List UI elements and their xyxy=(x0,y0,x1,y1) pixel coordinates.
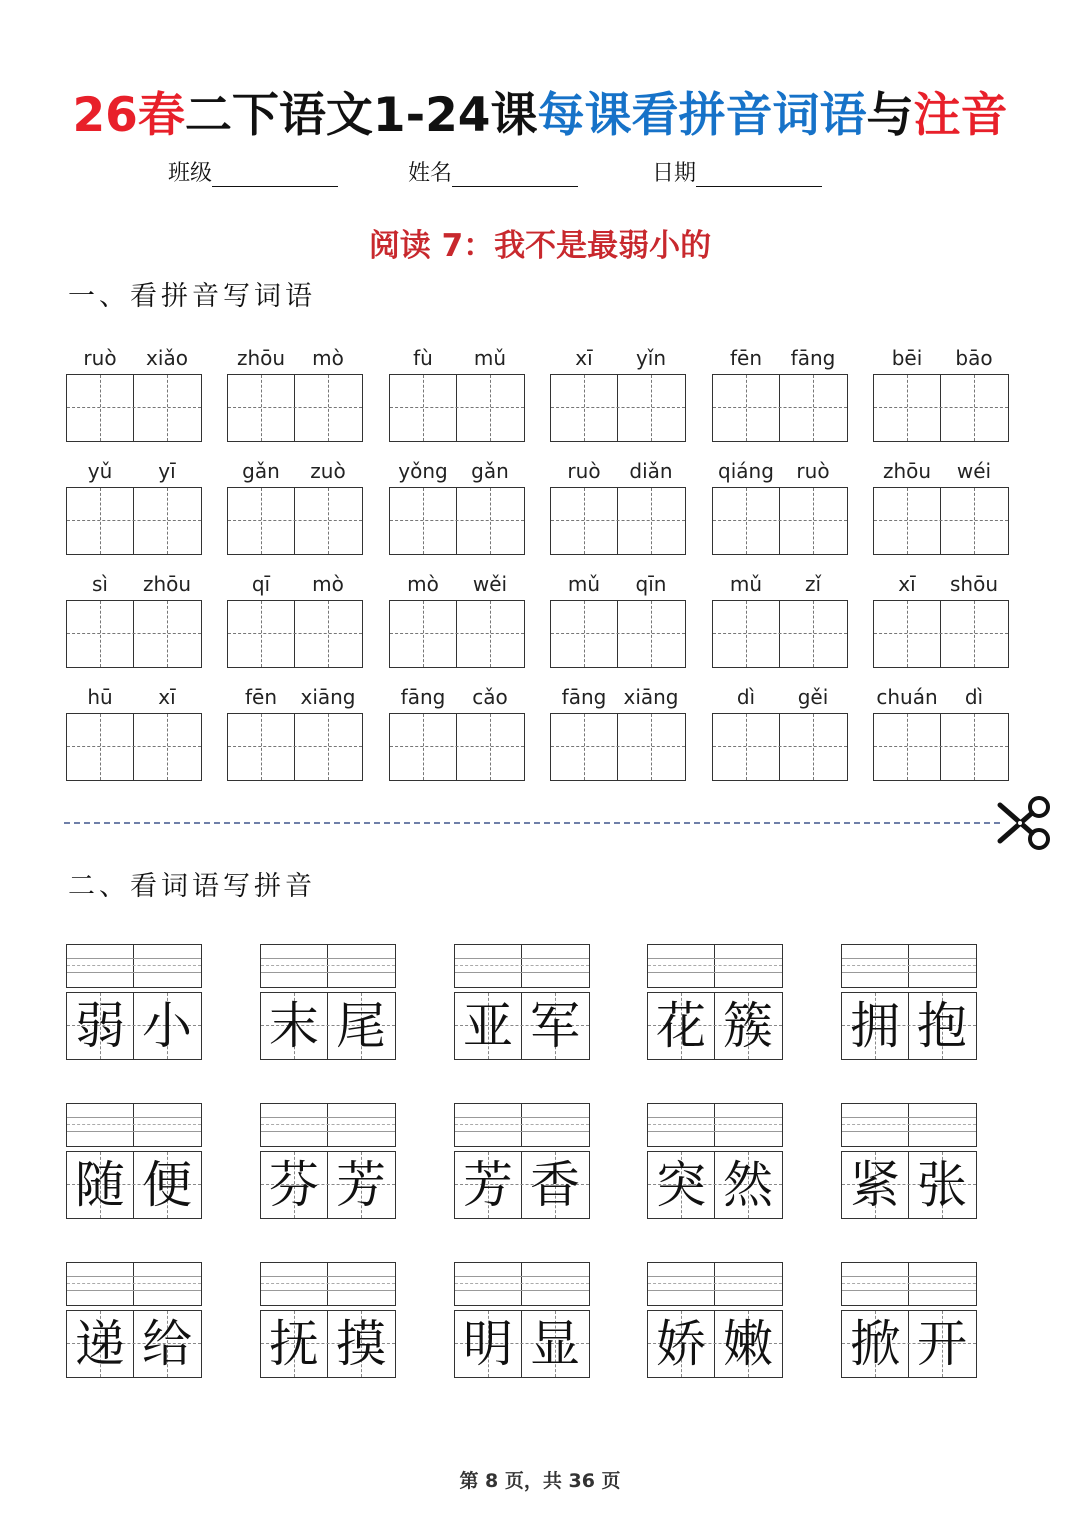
pinyin-syllable: shōu xyxy=(949,572,998,596)
character-grid xyxy=(841,1310,977,1378)
writing-grid[interactable] xyxy=(389,713,525,781)
writing-grid[interactable] xyxy=(227,374,363,442)
hanzi-character: 突 xyxy=(656,1156,706,1214)
word-cell xyxy=(454,944,590,1064)
pinyin-word-cell xyxy=(550,685,686,795)
character-grid xyxy=(260,1151,396,1219)
hanzi-character: 小 xyxy=(142,997,192,1055)
pinyin-syllable: ruò xyxy=(83,346,117,370)
pinyin-syllable: xī xyxy=(575,346,593,370)
hanzi-character: 抚 xyxy=(269,1315,319,1373)
name-field[interactable] xyxy=(408,156,578,187)
lesson-title: 阅读 7：我不是最弱小的 xyxy=(368,228,712,264)
character-grid xyxy=(647,1310,783,1378)
pinyin-syllable: bāo xyxy=(955,346,993,370)
writing-grid[interactable] xyxy=(873,487,1009,555)
writing-grid[interactable] xyxy=(550,600,686,668)
section2-title: 二、看词语写拼音 xyxy=(68,871,316,902)
hanzi-character: 递 xyxy=(75,1315,125,1373)
title-part-5: 注音 xyxy=(913,88,1008,143)
pinyin-syllable: xiāng xyxy=(623,685,679,709)
pinyin-word-cell xyxy=(227,346,363,456)
pinyin-word-cell xyxy=(712,459,848,569)
date-label: 日期 xyxy=(652,161,697,186)
pinyin-syllable: gěi xyxy=(797,685,829,709)
hanzi-character: 军 xyxy=(530,997,580,1055)
pinyin-word-cell xyxy=(389,346,525,456)
writing-grid[interactable] xyxy=(873,713,1009,781)
name-label: 姓名 xyxy=(408,161,453,186)
hanzi-character: 芳 xyxy=(463,1156,513,1214)
pinyin-syllable: xī xyxy=(898,572,916,596)
pinyin-syllable: mò xyxy=(312,572,344,596)
name-blank[interactable] xyxy=(452,162,578,187)
hanzi-character: 尾 xyxy=(336,997,386,1055)
pinyin-syllable: sì xyxy=(92,572,108,596)
writing-grid[interactable] xyxy=(873,600,1009,668)
character-grid xyxy=(647,992,783,1060)
writing-grid[interactable] xyxy=(66,374,202,442)
date-blank[interactable] xyxy=(696,162,822,187)
pinyin-word-cell xyxy=(712,572,848,682)
title-part-1: 26春 xyxy=(72,88,185,143)
hanzi-character: 摸 xyxy=(336,1315,386,1373)
writing-grid[interactable] xyxy=(712,713,848,781)
writing-grid[interactable] xyxy=(389,374,525,442)
pinyin-syllable: zhōu xyxy=(882,459,932,483)
pinyin-syllable: ruò xyxy=(796,459,830,483)
pinyin-syllable: hū xyxy=(87,685,113,709)
class-label: 班级 xyxy=(168,161,213,186)
pinyin-writing-lines[interactable] xyxy=(260,944,396,988)
character-grid xyxy=(841,1151,977,1219)
hanzi-character: 掀 xyxy=(850,1315,900,1373)
pinyin-writing-lines[interactable] xyxy=(66,1262,202,1306)
word-cell xyxy=(454,1262,590,1382)
character-grid xyxy=(66,1310,202,1378)
hanzi-character: 芳 xyxy=(336,1156,386,1214)
pinyin-syllable: fēn xyxy=(244,685,278,709)
writing-grid[interactable] xyxy=(227,600,363,668)
pinyin-writing-lines[interactable] xyxy=(841,1103,977,1147)
pinyin-syllable: fāng xyxy=(561,685,607,709)
pinyin-syllable: zhōu xyxy=(142,572,192,596)
date-field[interactable] xyxy=(652,156,822,187)
pinyin-syllable: gǎn xyxy=(242,459,280,483)
pinyin-word-cell xyxy=(389,459,525,569)
pinyin-writing-lines[interactable] xyxy=(454,944,590,988)
pinyin-syllable: diǎn xyxy=(629,459,673,483)
pinyin-syllable: wěi xyxy=(472,572,508,596)
pinyin-syllable: yǔ xyxy=(87,459,113,483)
pinyin-word-cell xyxy=(227,572,363,682)
word-cell xyxy=(260,1262,396,1382)
page-footer: 第 8 页，共 36 页 xyxy=(459,1470,621,1492)
hanzi-character: 亚 xyxy=(463,997,513,1055)
pinyin-word-cell xyxy=(389,685,525,795)
hanzi-character: 给 xyxy=(142,1315,192,1373)
pinyin-syllable: xī xyxy=(158,685,176,709)
pinyin-writing-lines[interactable] xyxy=(647,1103,783,1147)
hanzi-character: 弱 xyxy=(75,997,125,1055)
pinyin-writing-lines[interactable] xyxy=(841,1262,977,1306)
section1-title: 一、看拼音写词语 xyxy=(68,281,316,312)
pinyin-syllable: yī xyxy=(158,459,176,483)
word-cell xyxy=(647,944,783,1064)
pinyin-writing-lines[interactable] xyxy=(647,944,783,988)
hanzi-character: 末 xyxy=(269,997,319,1055)
pinyin-word-cell xyxy=(66,346,202,456)
pinyin-syllable: xiǎo xyxy=(146,346,188,370)
character-grid xyxy=(66,1151,202,1219)
hanzi-character: 张 xyxy=(917,1156,967,1214)
pinyin-syllable: zhōu xyxy=(236,346,286,370)
word-cell xyxy=(260,1103,396,1223)
character-grid xyxy=(454,1310,590,1378)
word-cell xyxy=(260,944,396,1064)
pinyin-word-cell xyxy=(550,572,686,682)
character-grid xyxy=(454,1151,590,1219)
word-cell xyxy=(66,944,202,1064)
pinyin-syllable: dì xyxy=(964,685,984,709)
pinyin-syllable: fāng xyxy=(790,346,836,370)
pinyin-writing-lines[interactable] xyxy=(454,1262,590,1306)
hanzi-character: 香 xyxy=(530,1156,580,1214)
pinyin-word-cell xyxy=(66,572,202,682)
writing-grid[interactable] xyxy=(227,487,363,555)
word-cell xyxy=(841,1262,977,1382)
character-grid xyxy=(66,992,202,1060)
pinyin-syllable: gǎn xyxy=(471,459,509,483)
pinyin-word-cell xyxy=(873,459,1009,569)
word-cell xyxy=(454,1103,590,1223)
hanzi-character: 开 xyxy=(917,1315,967,1373)
writing-grid[interactable] xyxy=(227,713,363,781)
character-grid xyxy=(841,992,977,1060)
word-cell xyxy=(647,1262,783,1382)
pinyin-syllable: yǐn xyxy=(635,346,667,370)
pinyin-syllable: cǎo xyxy=(472,685,508,709)
pinyin-syllable: ruò xyxy=(567,459,601,483)
pinyin-writing-lines[interactable] xyxy=(841,944,977,988)
writing-grid[interactable] xyxy=(66,600,202,668)
pinyin-syllable: mò xyxy=(407,572,439,596)
writing-grid[interactable] xyxy=(389,600,525,668)
writing-grid[interactable] xyxy=(550,713,686,781)
pinyin-writing-lines[interactable] xyxy=(647,1262,783,1306)
hanzi-character: 花 xyxy=(656,997,706,1055)
writing-grid[interactable] xyxy=(550,374,686,442)
pinyin-word-cell xyxy=(227,685,363,795)
class-blank[interactable] xyxy=(212,162,338,187)
hanzi-character: 芬 xyxy=(269,1156,319,1214)
word-cell xyxy=(841,944,977,1064)
class-field[interactable] xyxy=(168,156,338,187)
pinyin-word-cell xyxy=(227,459,363,569)
pinyin-word-cell xyxy=(550,346,686,456)
cut-divider xyxy=(64,822,1000,824)
pinyin-syllable: mǔ xyxy=(567,572,601,596)
student-info-row xyxy=(0,156,1080,190)
writing-grid[interactable] xyxy=(873,374,1009,442)
hanzi-character: 拥 xyxy=(850,997,900,1055)
hanzi-character: 紧 xyxy=(850,1156,900,1214)
writing-grid[interactable] xyxy=(712,487,848,555)
pinyin-syllable: chuán xyxy=(876,685,938,709)
page-title xyxy=(0,78,1080,145)
character-grid xyxy=(647,1151,783,1219)
pinyin-writing-lines[interactable] xyxy=(260,1262,396,1306)
pinyin-word-cell xyxy=(389,572,525,682)
writing-grid[interactable] xyxy=(66,487,202,555)
pinyin-syllable: fù xyxy=(413,346,433,370)
writing-grid[interactable] xyxy=(550,487,686,555)
word-cell xyxy=(66,1262,202,1382)
pinyin-syllable: mǔ xyxy=(729,572,763,596)
pinyin-syllable: fēn xyxy=(729,346,763,370)
pinyin-syllable: wéi xyxy=(956,459,992,483)
hanzi-character: 然 xyxy=(723,1156,773,1214)
pinyin-word-cell xyxy=(873,346,1009,456)
pinyin-syllable: fāng xyxy=(400,685,446,709)
pinyin-word-cell xyxy=(873,572,1009,682)
hanzi-character: 明 xyxy=(463,1315,513,1373)
pinyin-word-cell xyxy=(66,685,202,795)
pinyin-syllable: qīn xyxy=(635,572,667,596)
pinyin-syllable: dì xyxy=(736,685,756,709)
pinyin-writing-lines[interactable] xyxy=(260,1103,396,1147)
title-part-3: 每课看拼音词语 xyxy=(537,88,867,143)
word-cell xyxy=(841,1103,977,1223)
hanzi-character: 簇 xyxy=(723,997,773,1055)
writing-grid[interactable] xyxy=(66,713,202,781)
scissors-icon xyxy=(994,792,1056,854)
title-part-2: 二下语文1-24课 xyxy=(184,88,538,143)
pinyin-word-cell xyxy=(712,346,848,456)
pinyin-word-cell xyxy=(66,459,202,569)
pinyin-syllable: mò xyxy=(312,346,344,370)
writing-grid[interactable] xyxy=(712,374,848,442)
writing-grid[interactable] xyxy=(389,487,525,555)
pinyin-syllable: qiáng xyxy=(718,459,774,483)
pinyin-syllable: zuò xyxy=(310,459,346,483)
title-part-4: 与 xyxy=(866,88,914,143)
hanzi-character: 便 xyxy=(142,1156,192,1214)
pinyin-word-cell xyxy=(712,685,848,795)
pinyin-word-cell xyxy=(873,685,1009,795)
pinyin-writing-lines[interactable] xyxy=(66,944,202,988)
pinyin-syllable: mǔ xyxy=(473,346,507,370)
pinyin-writing-lines[interactable] xyxy=(454,1103,590,1147)
pinyin-writing-lines[interactable] xyxy=(66,1103,202,1147)
pinyin-syllable: zǐ xyxy=(804,572,822,596)
hanzi-character: 显 xyxy=(530,1315,580,1373)
hanzi-character: 随 xyxy=(75,1156,125,1214)
pinyin-syllable: bēi xyxy=(891,346,923,370)
character-grid xyxy=(260,992,396,1060)
hanzi-character: 娇 xyxy=(656,1315,706,1373)
character-grid xyxy=(454,992,590,1060)
pinyin-syllable: qī xyxy=(251,572,271,596)
pinyin-word-cell xyxy=(550,459,686,569)
pinyin-syllable: xiāng xyxy=(300,685,356,709)
hanzi-character: 抱 xyxy=(917,997,967,1055)
word-cell xyxy=(66,1103,202,1223)
character-grid xyxy=(260,1310,396,1378)
word-cell xyxy=(647,1103,783,1223)
hanzi-character: 嫩 xyxy=(723,1315,773,1373)
writing-grid[interactable] xyxy=(712,600,848,668)
pinyin-syllable: yǒng xyxy=(398,459,448,483)
